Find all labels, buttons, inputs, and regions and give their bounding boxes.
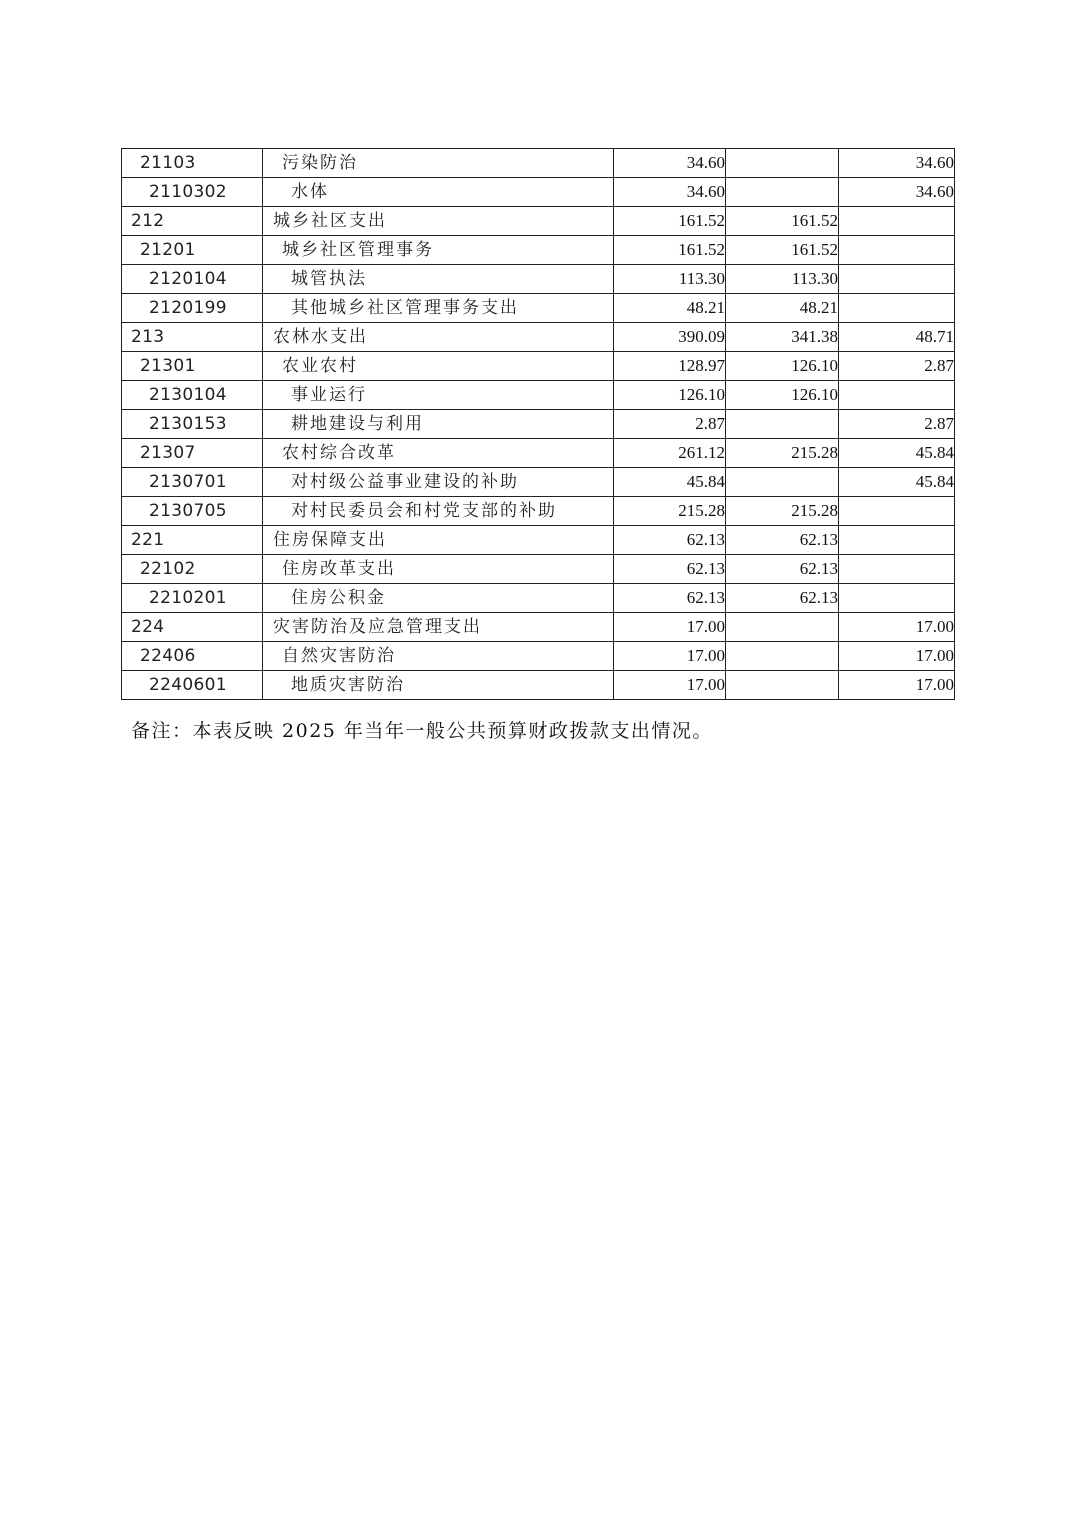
subject-name-cell: 事业运行 [263, 381, 614, 410]
basic-expenditure-cell: 215.28 [726, 439, 839, 468]
basic-expenditure-cell: 48.21 [726, 294, 839, 323]
total-amount-cell: 62.13 [614, 584, 726, 613]
total-amount-cell: 62.13 [614, 555, 726, 584]
subject-code-cell: 2130104 [122, 381, 263, 410]
project-expenditure-cell [839, 381, 955, 410]
table-row [122, 207, 955, 236]
subject-code-cell: 212 [122, 207, 263, 236]
subject-name-cell: 地质灾害防治 [263, 671, 614, 700]
subject-name-cell: 污染防治 [263, 149, 614, 178]
basic-expenditure-cell: 62.13 [726, 555, 839, 584]
project-expenditure-cell [839, 526, 955, 555]
expenditure-table [121, 148, 955, 700]
table-row [122, 149, 955, 178]
basic-expenditure-cell [726, 149, 839, 178]
subject-name-cell: 灾害防治及应急管理支出 [263, 613, 614, 642]
project-expenditure-cell: 34.60 [839, 178, 955, 207]
project-expenditure-cell [839, 207, 955, 236]
project-expenditure-cell: 45.84 [839, 468, 955, 497]
project-expenditure-cell [839, 555, 955, 584]
subject-name-cell: 城管执法 [263, 265, 614, 294]
basic-expenditure-cell [726, 178, 839, 207]
basic-expenditure-cell: 62.13 [726, 584, 839, 613]
table-row [122, 323, 955, 352]
total-amount-cell: 161.52 [614, 207, 726, 236]
table-row [122, 352, 955, 381]
subject-name-cell: 住房改革支出 [263, 555, 614, 584]
subject-code-cell: 2210201 [122, 584, 263, 613]
table-row [122, 642, 955, 671]
total-amount-cell: 17.00 [614, 642, 726, 671]
project-expenditure-cell: 34.60 [839, 149, 955, 178]
project-expenditure-cell [839, 497, 955, 526]
subject-code-cell: 2110302 [122, 178, 263, 207]
table-row [122, 236, 955, 265]
subject-code-cell: 2120104 [122, 265, 263, 294]
subject-name-cell: 自然灾害防治 [263, 642, 614, 671]
project-expenditure-cell: 48.71 [839, 323, 955, 352]
project-expenditure-cell [839, 584, 955, 613]
subject-code-cell: 2130153 [122, 410, 263, 439]
subject-name-cell: 住房保障支出 [263, 526, 614, 555]
subject-code-cell: 213 [122, 323, 263, 352]
table-row [122, 555, 955, 584]
basic-expenditure-cell: 215.28 [726, 497, 839, 526]
table-row [122, 178, 955, 207]
subject-name-cell: 对村级公益事业建设的补助 [263, 468, 614, 497]
project-expenditure-cell: 2.87 [839, 410, 955, 439]
subject-name-cell: 农林水支出 [263, 323, 614, 352]
table-row [122, 613, 955, 642]
subject-code-cell: 2240601 [122, 671, 263, 700]
basic-expenditure-cell: 341.38 [726, 323, 839, 352]
subject-code-cell: 2130705 [122, 497, 263, 526]
project-expenditure-cell [839, 236, 955, 265]
subject-code-cell: 221 [122, 526, 263, 555]
subject-name-cell: 城乡社区管理事务 [263, 236, 614, 265]
total-amount-cell: 17.00 [614, 671, 726, 700]
subject-name-cell: 农业农村 [263, 352, 614, 381]
table-row [122, 410, 955, 439]
subject-code-cell: 21307 [122, 439, 263, 468]
basic-expenditure-cell [726, 671, 839, 700]
subject-code-cell: 2120199 [122, 294, 263, 323]
project-expenditure-cell: 2.87 [839, 352, 955, 381]
basic-expenditure-cell: 62.13 [726, 526, 839, 555]
subject-code-cell: 2130701 [122, 468, 263, 497]
subject-code-cell: 21201 [122, 236, 263, 265]
subject-name-cell: 住房公积金 [263, 584, 614, 613]
total-amount-cell: 34.60 [614, 178, 726, 207]
basic-expenditure-cell: 161.52 [726, 207, 839, 236]
table-row [122, 584, 955, 613]
project-expenditure-cell [839, 294, 955, 323]
project-expenditure-cell: 17.00 [839, 613, 955, 642]
table-row [122, 497, 955, 526]
subject-name-cell: 对村民委员会和村党支部的补助 [263, 497, 614, 526]
table-row [122, 381, 955, 410]
project-expenditure-cell: 45.84 [839, 439, 955, 468]
subject-code-cell: 224 [122, 613, 263, 642]
basic-expenditure-cell: 161.52 [726, 236, 839, 265]
total-amount-cell: 34.60 [614, 149, 726, 178]
total-amount-cell: 113.30 [614, 265, 726, 294]
basic-expenditure-cell [726, 613, 839, 642]
basic-expenditure-cell: 126.10 [726, 381, 839, 410]
subject-name-cell: 城乡社区支出 [263, 207, 614, 236]
table-row [122, 468, 955, 497]
subject-code-cell: 22102 [122, 555, 263, 584]
table-row [122, 294, 955, 323]
basic-expenditure-cell [726, 468, 839, 497]
basic-expenditure-cell: 126.10 [726, 352, 839, 381]
project-expenditure-cell: 17.00 [839, 642, 955, 671]
subject-name-cell: 其他城乡社区管理事务支出 [263, 294, 614, 323]
total-amount-cell: 161.52 [614, 236, 726, 265]
basic-expenditure-cell: 113.30 [726, 265, 839, 294]
table-row [122, 265, 955, 294]
subject-code-cell: 21301 [122, 352, 263, 381]
subject-code-cell: 21103 [122, 149, 263, 178]
total-amount-cell: 17.00 [614, 613, 726, 642]
table-body [122, 149, 955, 700]
project-expenditure-cell: 17.00 [839, 671, 955, 700]
total-amount-cell: 126.10 [614, 381, 726, 410]
total-amount-cell: 390.09 [614, 323, 726, 352]
project-expenditure-cell [839, 265, 955, 294]
subject-code-cell: 22406 [122, 642, 263, 671]
table-footnote: 备注：本表反映 2025 年当年一般公共预算财政拨款支出情况。 [131, 720, 713, 742]
total-amount-cell: 62.13 [614, 526, 726, 555]
table-row [122, 526, 955, 555]
total-amount-cell: 215.28 [614, 497, 726, 526]
total-amount-cell: 45.84 [614, 468, 726, 497]
basic-expenditure-cell [726, 642, 839, 671]
table-row [122, 439, 955, 468]
table-row [122, 671, 955, 700]
total-amount-cell: 2.87 [614, 410, 726, 439]
subject-name-cell: 耕地建设与利用 [263, 410, 614, 439]
total-amount-cell: 48.21 [614, 294, 726, 323]
total-amount-cell: 261.12 [614, 439, 726, 468]
total-amount-cell: 128.97 [614, 352, 726, 381]
subject-name-cell: 农村综合改革 [263, 439, 614, 468]
basic-expenditure-cell [726, 410, 839, 439]
subject-name-cell: 水体 [263, 178, 614, 207]
